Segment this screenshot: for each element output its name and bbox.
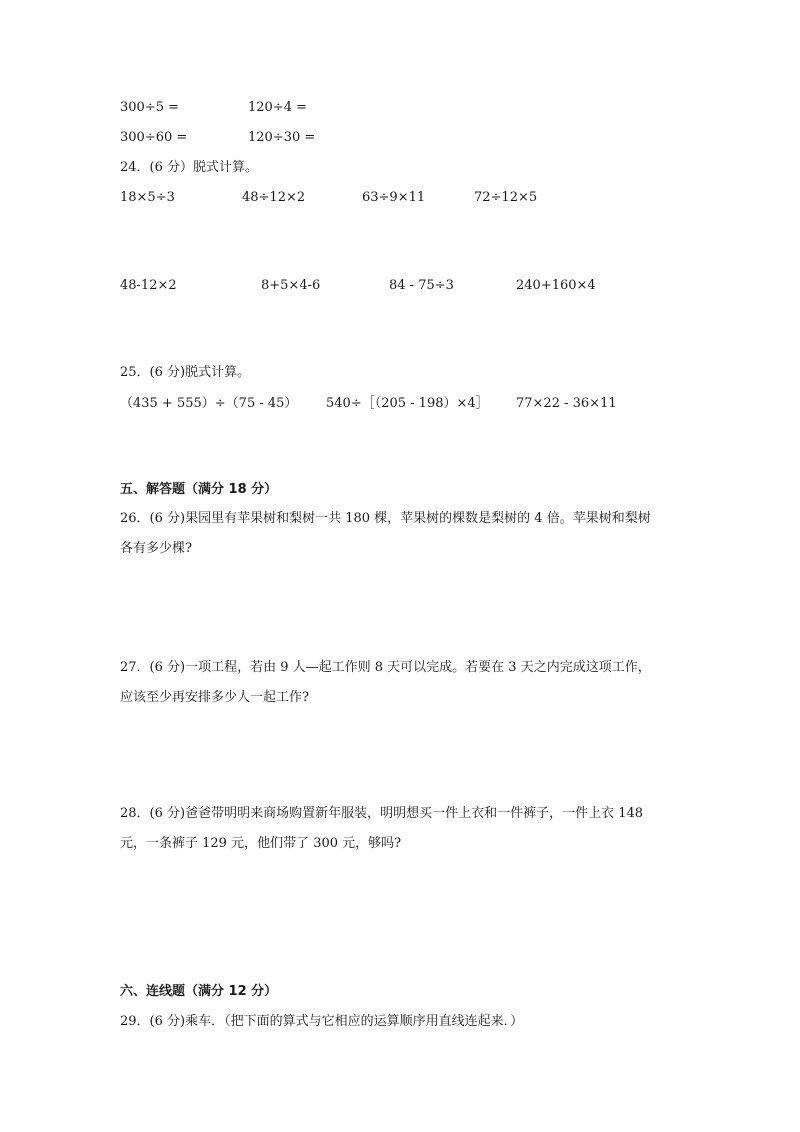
question-27-line-2: 应该至少再安排多少人一起工作?: [120, 690, 309, 705]
expr-300-div-5: 300÷5 =: [120, 100, 180, 115]
q25-expr-1: （435 + 555）÷（75 - 45）: [120, 396, 298, 411]
q24-expr-5: 48-12×2: [120, 278, 177, 293]
q24-expr-4: 72÷12×5: [474, 190, 538, 205]
expr-120-div-4: 120÷4 =: [248, 100, 308, 115]
expr-120-div-30: 120÷30 =: [248, 130, 316, 145]
section-5-heading: 五、解答题（满分 18 分）: [120, 482, 278, 497]
q24-expr-6: 8+5×4-6: [261, 278, 321, 293]
q24-expr-3: 63÷9×11: [362, 190, 426, 205]
question-25-title: 25．(6 分)脱式计算。: [120, 365, 251, 380]
question-28-line-1: 28．(6 分)爸爸带明明来商场购置新年服装，明明想买一件上衣和一件裤子，一件上衣 148: [120, 806, 644, 821]
section-6-heading: 六、连线题（满分 12 分）: [120, 984, 278, 999]
q24-expr-2: 48÷12×2: [242, 190, 306, 205]
question-26-line-2: 各有多少棵?: [120, 541, 192, 556]
q24-expr-8: 240+160×4: [516, 278, 596, 293]
question-29-line-1: 29．(6 分)乘车．（把下面的算式与它相应的运算顺序用直线连起来．）: [120, 1014, 524, 1029]
question-24-title: 24．(6 分）脱式计算。: [120, 160, 259, 175]
question-27-line-1: 27．(6 分)一项工程，若由 9 人—起工作则 8 天可以完成。若要在 3 天之内完成这项工作，: [120, 660, 651, 675]
q25-expr-3: 77×22 - 36×11: [516, 396, 617, 411]
question-26-line-1: 26．(6 分)果园里有苹果树和梨树一共 180 棵，苹果树的棵数是梨树的 4 倍。苹果树和梨树: [120, 511, 651, 526]
q24-expr-7: 84 - 75÷3: [389, 278, 454, 293]
expr-300-div-60: 300÷60 =: [120, 130, 188, 145]
q24-expr-1: 18×5÷3: [120, 190, 175, 205]
q25-expr-2: 540÷［（205 - 198）×4］: [326, 396, 489, 411]
question-28-line-2: 元，一条裤子 129 元，他们带了 300 元，够吗?: [120, 836, 402, 851]
